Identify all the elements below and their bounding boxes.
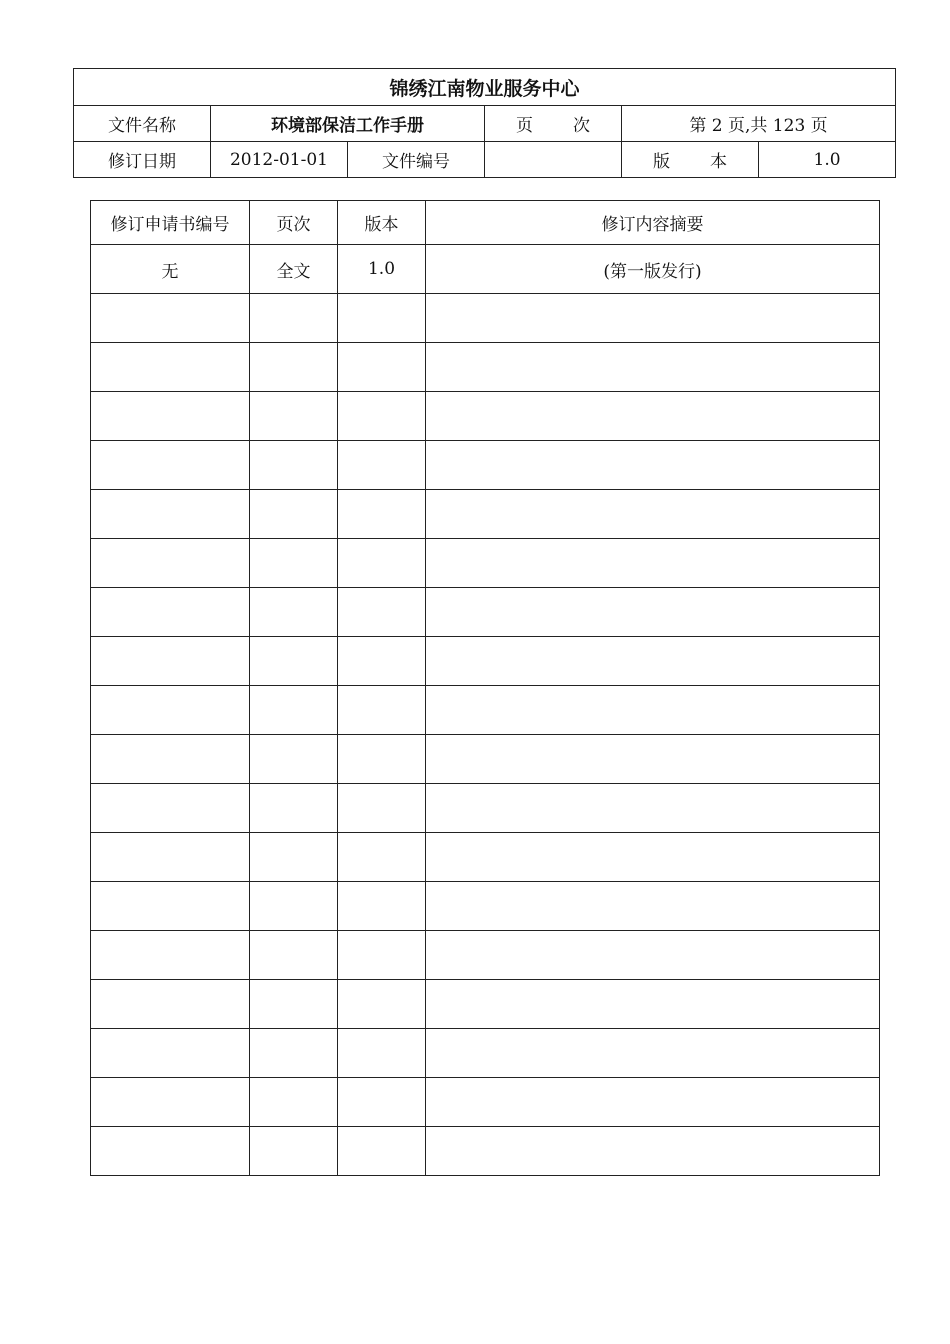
- cell-request-number: [91, 294, 250, 343]
- cell-pages: [250, 637, 338, 686]
- column-header-pages: 页次: [250, 201, 338, 245]
- cell-request-number: [91, 588, 250, 637]
- cell-summary: [426, 686, 880, 735]
- cell-request-number: [91, 392, 250, 441]
- cell-version: [338, 588, 426, 637]
- page-label: [485, 106, 622, 142]
- cell-request-number: [91, 980, 250, 1029]
- cell-request-number: [91, 441, 250, 490]
- cell-request-number: [91, 931, 250, 980]
- doc-name-value: 环境部保洁工作手册: [211, 106, 485, 142]
- cell-summary: (第一版发行): [426, 245, 880, 294]
- cell-pages: [250, 882, 338, 931]
- document-header-table: [73, 68, 896, 178]
- table-row: [91, 245, 880, 294]
- table-row: [91, 833, 880, 882]
- cell-pages: [250, 931, 338, 980]
- cell-version: [338, 1127, 426, 1176]
- doc-name-label: 文件名称: [74, 106, 211, 142]
- cell-version: [338, 539, 426, 588]
- table-row: [91, 1127, 880, 1176]
- cell-pages: [250, 784, 338, 833]
- cell-summary: [426, 343, 880, 392]
- cell-request-number: [91, 343, 250, 392]
- cell-summary: [426, 1127, 880, 1176]
- cell-pages: [250, 588, 338, 637]
- cell-version: [338, 980, 426, 1029]
- table-row: [91, 931, 880, 980]
- cell-version: [338, 1029, 426, 1078]
- cell-request-number: 无: [91, 245, 250, 294]
- cell-summary: [426, 784, 880, 833]
- cell-version: [338, 392, 426, 441]
- cell-pages: [250, 539, 338, 588]
- table-row: [91, 735, 880, 784]
- cell-version: [338, 1078, 426, 1127]
- cell-summary: [426, 490, 880, 539]
- cell-version: [338, 784, 426, 833]
- cell-version: 1.0: [338, 245, 426, 294]
- cell-version: [338, 441, 426, 490]
- cell-version: [338, 833, 426, 882]
- version-label: [622, 142, 759, 178]
- cell-request-number: [91, 784, 250, 833]
- cell-summary: [426, 539, 880, 588]
- cell-pages: [250, 833, 338, 882]
- cell-version: [338, 294, 426, 343]
- cell-version: [338, 735, 426, 784]
- table-row: [91, 1078, 880, 1127]
- cell-request-number: [91, 735, 250, 784]
- cell-summary: [426, 833, 880, 882]
- cell-pages: [250, 1029, 338, 1078]
- page-label-a: 页: [516, 116, 533, 136]
- doc-number-label: 文件编号: [348, 142, 485, 178]
- table-row: [91, 294, 880, 343]
- cell-pages: [250, 980, 338, 1029]
- cell-pages: [250, 1078, 338, 1127]
- cell-pages: [250, 490, 338, 539]
- version-label-b: 本: [710, 152, 727, 172]
- cell-request-number: [91, 1127, 250, 1176]
- column-header-summary: 修订内容摘要: [426, 201, 880, 245]
- cell-pages: [250, 343, 338, 392]
- cell-version: [338, 343, 426, 392]
- cell-request-number: [91, 1029, 250, 1078]
- cell-summary: [426, 441, 880, 490]
- cell-request-number: [91, 882, 250, 931]
- cell-summary: [426, 294, 880, 343]
- table-row: [91, 882, 880, 931]
- table-row: [91, 637, 880, 686]
- table-header-row: [91, 201, 880, 245]
- cell-summary: [426, 931, 880, 980]
- table-row: [91, 490, 880, 539]
- cell-summary: [426, 980, 880, 1029]
- cell-request-number: [91, 637, 250, 686]
- table-row: [91, 392, 880, 441]
- column-header-version: 版本: [338, 201, 426, 245]
- cell-pages: [250, 735, 338, 784]
- cell-summary: [426, 588, 880, 637]
- doc-number-value: [485, 142, 622, 178]
- table-row: [91, 588, 880, 637]
- cell-request-number: [91, 490, 250, 539]
- cell-request-number: [91, 1078, 250, 1127]
- cell-version: [338, 637, 426, 686]
- table-row: [91, 784, 880, 833]
- cell-summary: [426, 735, 880, 784]
- cell-request-number: [91, 539, 250, 588]
- cell-request-number: [91, 833, 250, 882]
- cell-pages: [250, 294, 338, 343]
- table-row: [91, 686, 880, 735]
- cell-summary: [426, 1029, 880, 1078]
- cell-pages: [250, 392, 338, 441]
- cell-version: [338, 686, 426, 735]
- cell-version: [338, 882, 426, 931]
- revision-date-value: 2012-01-01: [211, 142, 348, 178]
- cell-summary: [426, 1078, 880, 1127]
- table-row: [91, 980, 880, 1029]
- column-header-request-number: 修订申请书编号: [91, 201, 250, 245]
- cell-summary: [426, 392, 880, 441]
- organization-title: 锦绣江南物业服务中心: [74, 69, 896, 106]
- cell-summary: [426, 637, 880, 686]
- cell-request-number: [91, 686, 250, 735]
- cell-pages: [250, 1127, 338, 1176]
- revision-history-table: [90, 200, 880, 1176]
- page-label-b: 次: [573, 116, 590, 136]
- page-value: 第 2 页,共 123 页: [622, 106, 896, 142]
- cell-version: [338, 931, 426, 980]
- version-value: 1.0: [759, 142, 896, 178]
- revision-date-label: 修订日期: [74, 142, 211, 178]
- table-row: [91, 343, 880, 392]
- table-row: [91, 539, 880, 588]
- cell-version: [338, 490, 426, 539]
- cell-pages: [250, 686, 338, 735]
- table-row: [91, 441, 880, 490]
- version-label-a: 版: [653, 152, 670, 172]
- cell-summary: [426, 882, 880, 931]
- table-row: [91, 1029, 880, 1078]
- cell-pages: 全文: [250, 245, 338, 294]
- cell-pages: [250, 441, 338, 490]
